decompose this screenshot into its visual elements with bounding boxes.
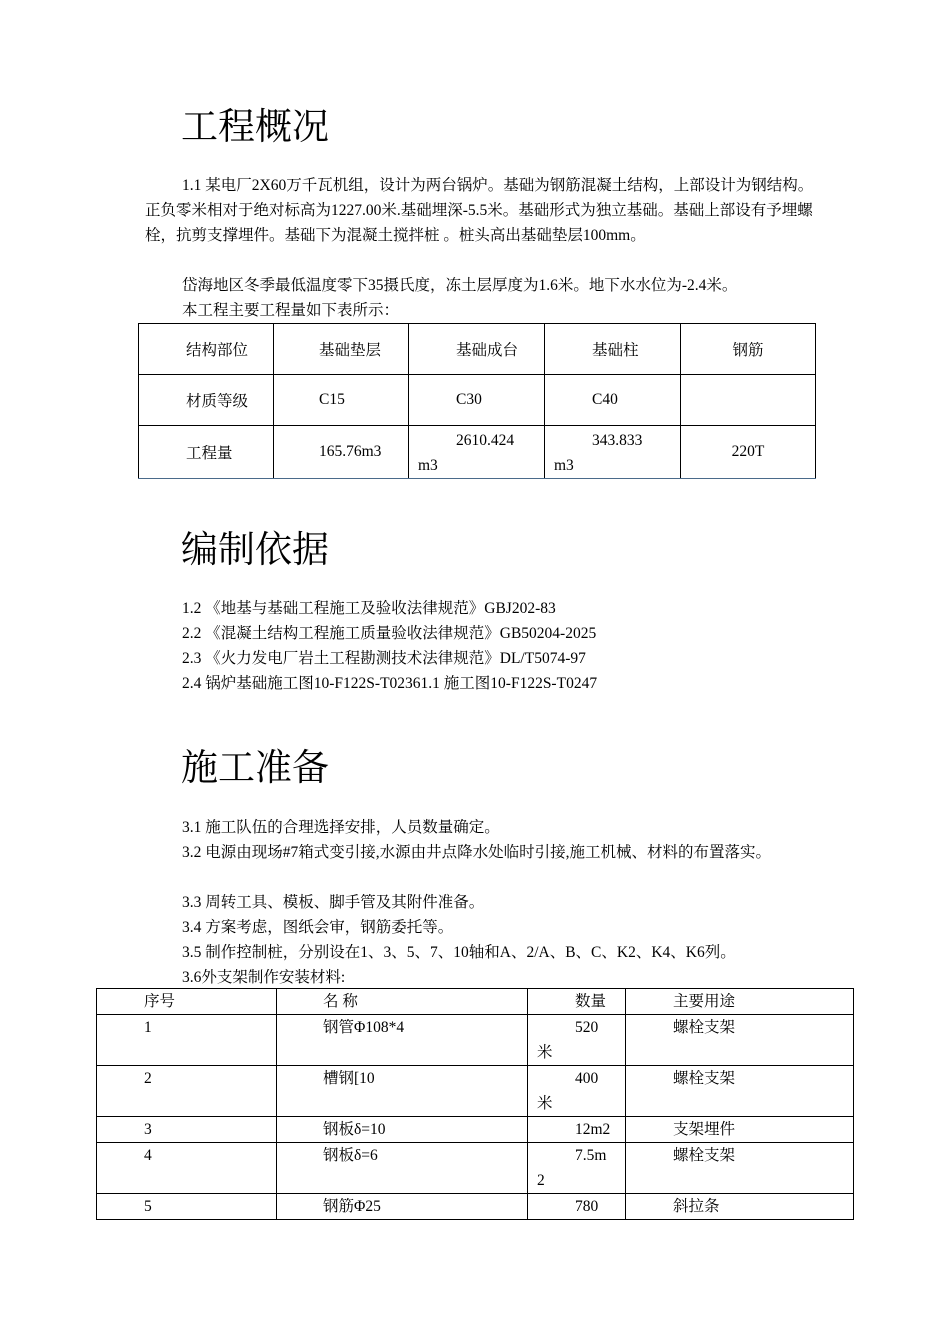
overview-paragraph-1: 1.1 某电厂2X60万千瓦机组，设计为两台锅炉。基础为钢筋混凝土结构，上部设计为钢结构。正负零米相对于绝对标高为1227.00米.基础埋深-5.5米。基础形式为独立基础。基础上部设有予埋螺栓，抗剪支撑埋件。基础下为混凝土搅拌桩 。桩头高出基础垫层100mm。: [145, 177, 814, 244]
table-cell: 工程量: [139, 426, 274, 479]
table-cell: C15: [274, 375, 409, 426]
table-cell: [528, 1117, 626, 1143]
basis-item: 1.2 《地基与基础工程施工及验收法律规范》GBJ202-83: [182, 600, 556, 617]
prep-item: 3.4 方案考虑，图纸会审，钢筋委托等。: [182, 919, 454, 936]
table-cell: 基础柱: [545, 324, 681, 375]
table-cell: 钢板δ=6: [277, 1143, 528, 1194]
table-cell: 名 称: [277, 989, 528, 1015]
table-row: [97, 1015, 854, 1066]
cell-line: 780: [575, 1198, 599, 1215]
cell-line: 12m2: [575, 1121, 611, 1138]
prep-item: 3.1 施工队伍的合理选择安排，人员数量确定。: [182, 819, 500, 836]
cell-line: 7.5m: [575, 1147, 607, 1164]
table-cell: 钢板δ=10: [277, 1117, 528, 1143]
quantity-table-grade-row: [139, 375, 816, 426]
quantity-table: [138, 323, 816, 479]
table-row: [97, 1066, 854, 1117]
table-cell: 序号: [97, 989, 277, 1015]
table-cell: [528, 1066, 626, 1117]
basis-item: 2.3 《火力发电厂岩土工程勘测技术法律规范》DL/T5074-97: [182, 650, 586, 667]
table-row: [97, 1117, 854, 1143]
cell-line: 米: [537, 1044, 553, 1061]
table-cell: 165.76m3: [274, 426, 409, 479]
cell-line: 520: [575, 1019, 599, 1036]
table-cell: 5: [97, 1194, 277, 1220]
section-title-overview: 工程概况: [181, 105, 329, 148]
table-cell: [545, 426, 681, 479]
table-cell: 斜拉条: [626, 1194, 854, 1220]
table-cell: 槽钢[10: [277, 1066, 528, 1117]
prep-item: 3.3 周转工具、模板、脚手管及其附件准备。: [182, 894, 485, 911]
cell-line: m3: [418, 457, 438, 474]
table-cell: 螺栓支架: [626, 1143, 854, 1194]
table-cell: [528, 1143, 626, 1194]
table-cell: 2: [97, 1066, 277, 1117]
table-cell: C30: [409, 375, 545, 426]
prep-item: 3.2 电源由现场#7箱式变引接,水源由井点降水处临时引接,施工机械、材料的布置落实。: [182, 844, 772, 861]
prep-item: 3.5 制作控制桩，分别设在1、3、5、7、10轴和A、2/A、B、C、K2、K4、K6列。: [182, 944, 736, 961]
table-cell: [528, 1015, 626, 1066]
table-cell: 钢筋Φ25: [277, 1194, 528, 1220]
section-title-basis: 编制依据: [181, 528, 329, 571]
materials-table-header-row: [97, 989, 854, 1015]
quantity-table-amount-row: [139, 426, 816, 479]
table-cell: 4: [97, 1143, 277, 1194]
table-cell: 材质等级: [139, 375, 274, 426]
table-cell: 钢筋: [681, 324, 816, 375]
basis-item: 2.4 锅炉基础施工图10-F122S-T02361.1 施工图10-F122S-T0247: [182, 675, 598, 692]
prep-item: 3.6外支架制作安装材料:: [182, 969, 346, 986]
overview-paragraph-3: 本工程主要工程量如下表所示：: [182, 302, 400, 319]
table-cell: 钢管Φ108*4: [277, 1015, 528, 1066]
table-cell: [409, 426, 545, 479]
materials-table: [96, 988, 854, 1220]
table-cell: 基础成台: [409, 324, 545, 375]
table-cell: 支架埋件: [626, 1117, 854, 1143]
table-cell: [528, 1194, 626, 1220]
cell-line: 400: [575, 1070, 599, 1087]
table-cell: C40: [545, 375, 681, 426]
quantity-table-header-row: [139, 324, 816, 375]
table-cell: 220T: [681, 426, 816, 479]
table-cell: 主要用途: [626, 989, 854, 1015]
table-cell: 螺栓支架: [626, 1015, 854, 1066]
table-cell: 数量: [528, 989, 626, 1015]
table-cell: 基础垫层: [274, 324, 409, 375]
table-cell: 螺栓支架: [626, 1066, 854, 1117]
cell-line: 2: [537, 1172, 545, 1189]
table-row: [97, 1194, 854, 1220]
cell-line: m3: [554, 457, 574, 474]
section-title-preparation: 施工准备: [181, 746, 329, 789]
basis-item: 2.2 《混凝土结构工程施工质量验收法律规范》GB50204-2025: [182, 625, 597, 642]
table-cell: 结构部位: [139, 324, 274, 375]
cell-line: 343.833: [592, 432, 643, 449]
cell-line: 米: [537, 1095, 553, 1112]
overview-paragraph-2: 岱海地区冬季最低温度零下35摄氏度，冻土层厚度为1.6米。地下水水位为-2.4米。: [182, 277, 738, 294]
table-cell: [681, 375, 816, 426]
table-cell: 1: [97, 1015, 277, 1066]
table-row: [97, 1143, 854, 1194]
table-cell: 3: [97, 1117, 277, 1143]
cell-line: 2610.424: [456, 432, 515, 449]
